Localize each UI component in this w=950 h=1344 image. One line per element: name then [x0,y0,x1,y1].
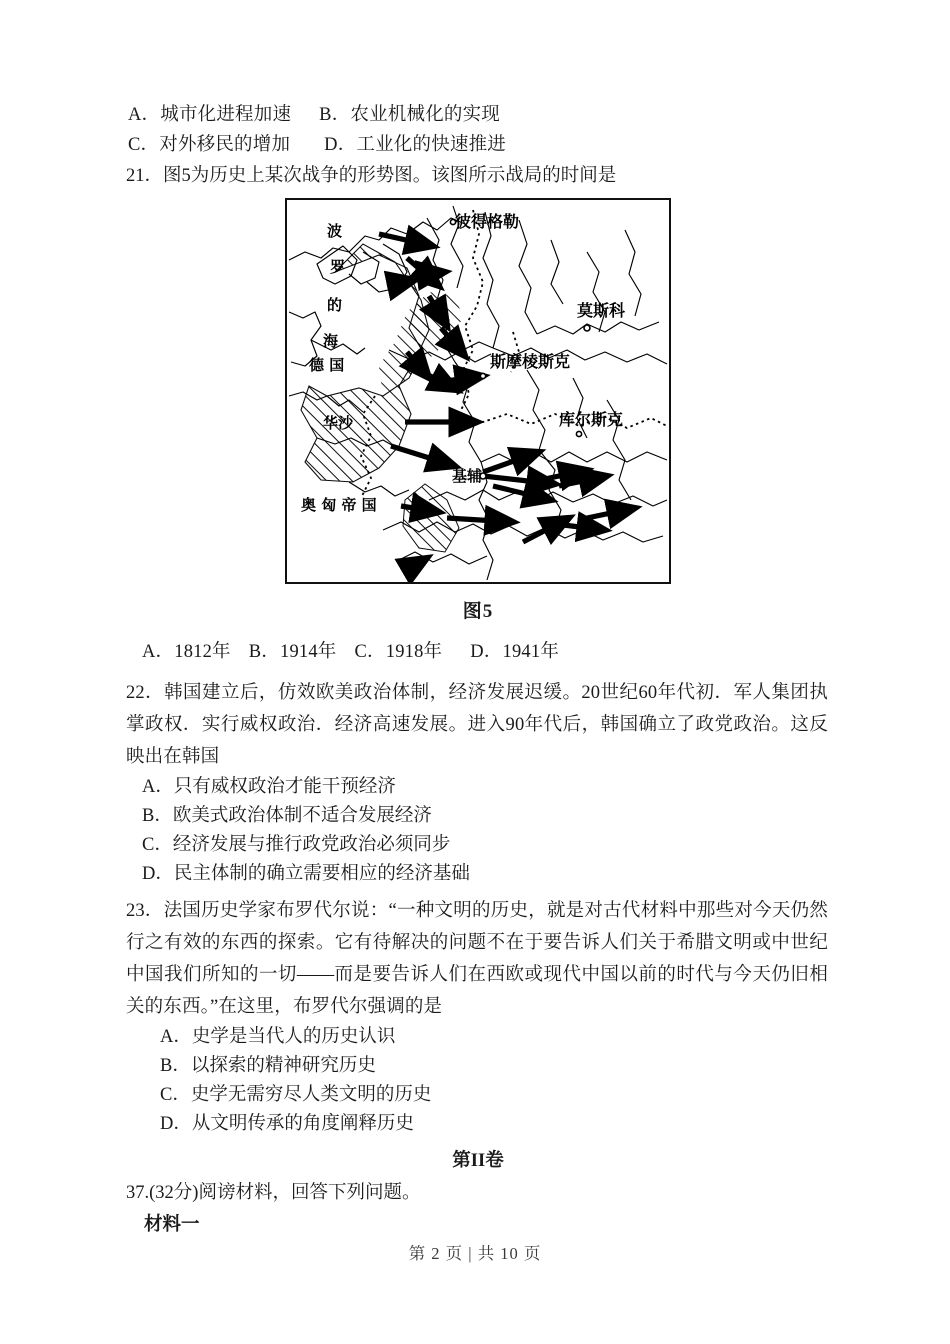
map-label-petrograd: 彼得格勒 [455,212,520,231]
question-22-stem: 22．韩国建立后，仿效欧美政治体制，经济发展迟缓。20世纪60年代初．军人集团执掌政权．实行威权政治．经济高速发展。进入90年代后，韩国确立了政党政治。这反映出在韩国 [126,683,828,767]
question-21-option-c: C．1918年 [354,642,443,662]
question-23-stem: 23．法国历史学家布罗代尔说：“一种文明的历史，就是对古代材料中那些对今天仍然行之有效的东西的探索。它有待解决的问题不在于要告诉人们关于希腊文明或中世纪中国我们所知的一切——而是要告诉人们在西欧或现代中国以前的时代与今天仍旧相关的东西。”在这里，布罗代尔强调的是 [126,901,828,1017]
question-23-option-d: D．从文明传承的角度阐释历史 [160,1114,414,1134]
question-23-option-c: C．史学无需穷尽人类文明的历史 [160,1085,432,1105]
question-20-option-a: A．城市化进程加速 [128,105,292,125]
question-20-options-row-2 [128,130,828,160]
page-footer: 第 2 页 | 共 10 页 [408,1244,542,1263]
question-22-option-a: A．只有威权政治才能干预经济 [142,777,396,797]
material-one-label: 材料一 [144,1214,200,1235]
question-20-option-b: B．农业机械化的实现 [319,105,501,125]
section-two-title: 第II卷 [452,1151,504,1171]
map-label-baltic-2: 罗 [330,258,346,276]
page-content [128,100,828,1241]
question-37-stem: 37.(32分)阅谤材料，回答下列问题。 [126,1183,421,1203]
question-21-option-d: D．1941年 [470,642,560,662]
map-label-warsaw: 华沙 [323,414,354,432]
question-23-option-a: A．史学是当代人的历史认识 [160,1027,396,1047]
map-label-baltic-4: 海 [323,332,339,350]
question-20-option-c: C．对外移民的增加 [128,135,291,155]
figure-5-container [128,198,828,623]
map-label-baltic-3: 的 [327,296,343,314]
battle-map-svg [287,200,669,582]
question-21-stem: 21．图5为历史上某次战争的形势图。该图所示战局的时间是 [126,166,617,186]
question-22-option-d: D．民主体制的确立需要相应的经济基础 [142,864,470,884]
question-22-option-b: B．欧美式政治体制不适合发展经济 [142,806,432,826]
map-label-kiev: 基辅 [452,467,483,485]
map-label-moscow: 莫斯科 [577,301,626,320]
question-21-option-b: B．1914年 [248,642,337,662]
map-label-baltic-1: 波 [327,222,343,240]
question-21-option-a: A．1812年 [142,642,231,662]
map-label-germany: 德 国 [309,356,345,374]
map-label-austria-hungary: 奥 匈 帝 国 [301,496,377,514]
battle-map-figure [285,198,671,584]
question-20-options-row-1 [128,100,828,130]
question-22-option-c: C．经济发展与推行政党政治必须同步 [142,835,451,855]
figure-5-caption: 图5 [462,601,494,622]
question-20-option-d: D．工业化的快速推进 [324,135,507,155]
map-label-kursk: 库尔斯克 [559,410,624,429]
map-label-smolensk: 斯摩棱斯克 [490,352,571,371]
question-23-option-b: B．以探索的精神研究历史 [160,1056,376,1076]
question-21-options-row [128,637,828,667]
